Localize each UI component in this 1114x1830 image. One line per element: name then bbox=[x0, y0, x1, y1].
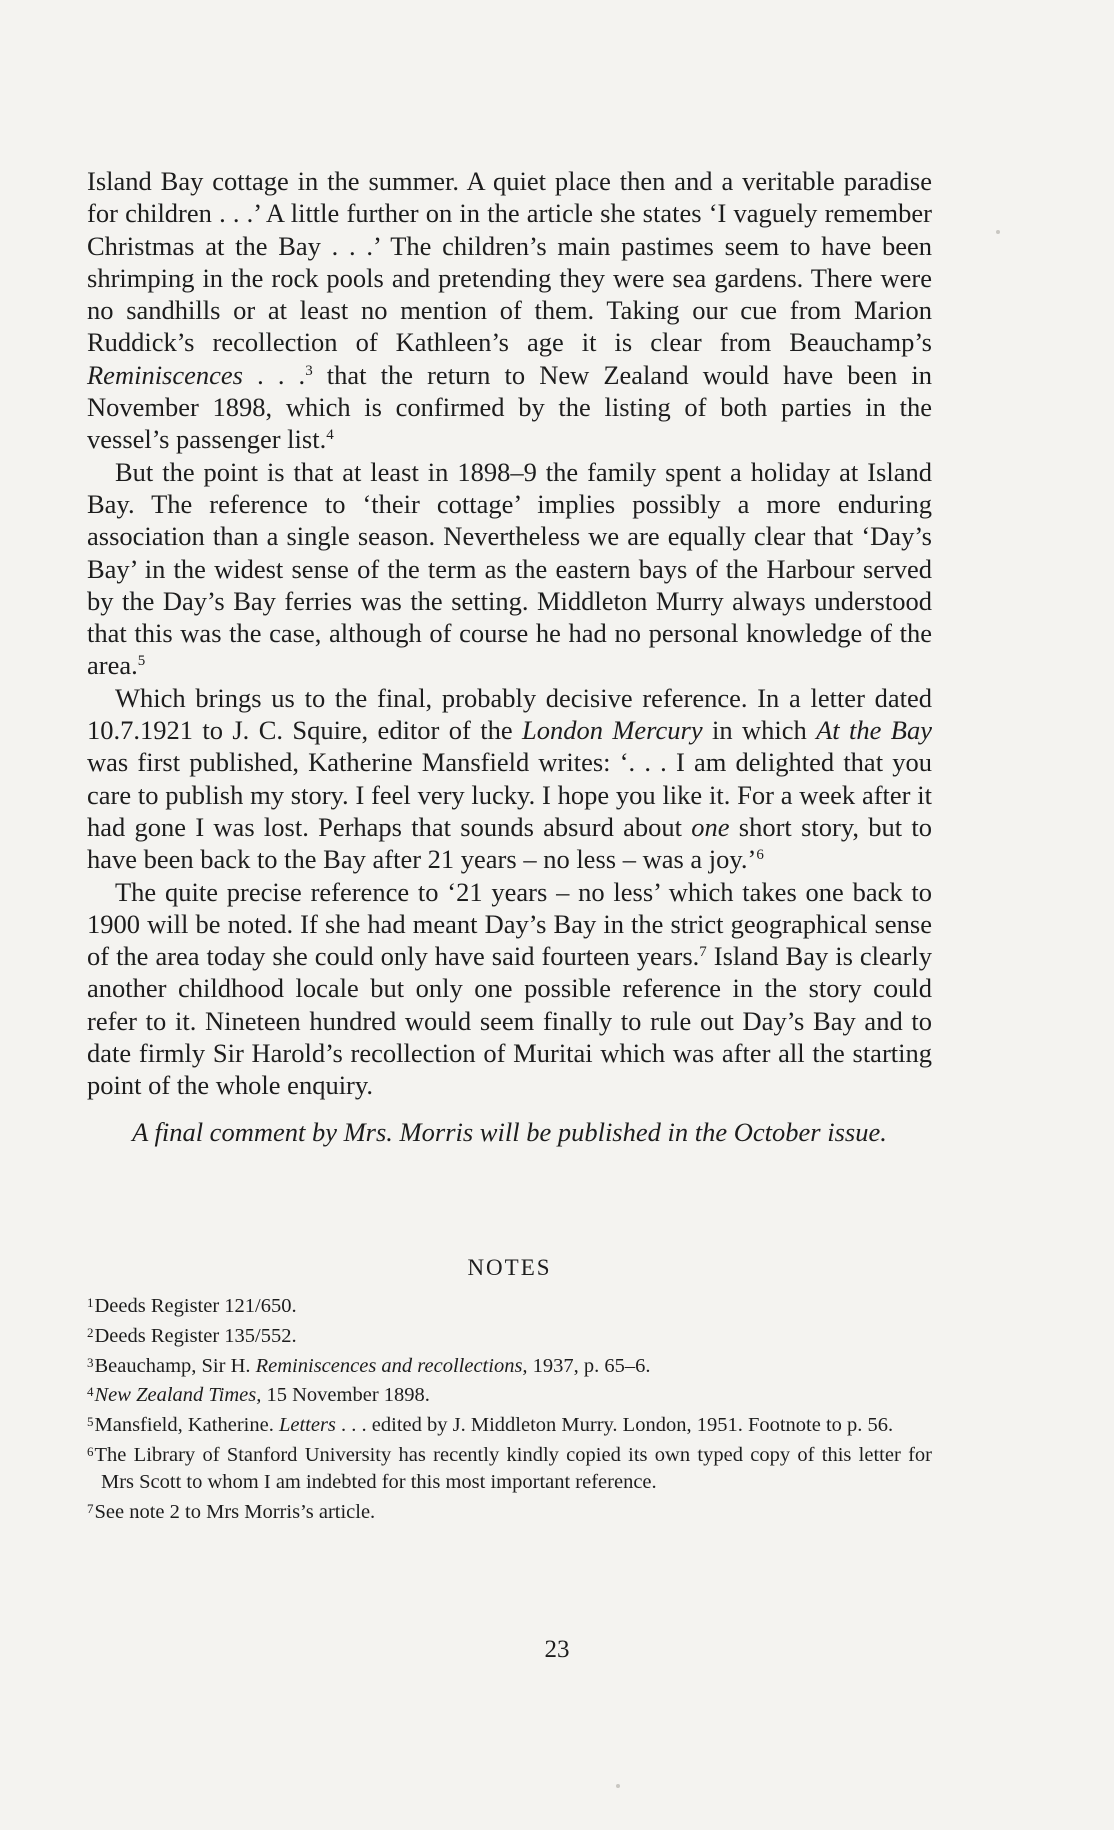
paragraph-4: The quite precise reference to ‘21 years – no less’ which takes one back to 1900 will be noted. If she had meant Day’s Bay in the strict geographical sense of the area today she could only have said fourteen years.$^7$ Island Bay is clearly another childhood locale but only one possible reference in the story could refer to it. Nineteen hundred would seem finally to rule out Day’s Bay and to date firmly Sir Harold’s recollection of Muritai which was after all the starting point of the whole enquiry. bbox=[87, 876, 932, 1101]
note-item-3: $^3$Beauchamp, Sir H. Reminiscences and recollections, 1937, p. 65–6. bbox=[87, 1354, 651, 1377]
speck-mark bbox=[616, 1784, 620, 1788]
italic-title: At the Bay bbox=[816, 715, 932, 746]
note-item-1: $^1$Deeds Register 121/650. bbox=[87, 1295, 297, 1317]
footnote-ref-4: 4 bbox=[326, 427, 334, 444]
note-item-2: $^2$Deeds Register 135/552. bbox=[87, 1324, 297, 1347]
page-number: 23 bbox=[544, 1636, 570, 1663]
footnote-ref-5: 5 bbox=[137, 653, 146, 670]
notes-heading: NOTES bbox=[467, 1255, 552, 1280]
footnote-ref-6: 6 bbox=[756, 847, 764, 864]
italic-title: Reminiscences bbox=[87, 359, 243, 390]
footnote-ref-3: 3 bbox=[305, 362, 313, 379]
paragraph-1: Island Bay cottage in the summer. A quiet place then and a veritable paradise for children . . .’ A little further on in the article she states ‘I vaguely remember Christmas at the Bay . . .’ The children’s main pastimes seem to have been shrimping in the rock pools and pretending they were sea gardens. There were no sandhills or at least no mention of them. Taking our cue from Marion Ruddick’s recollection of Kathleen’s age it is clear from Beauchamp’s Reminiscences . . .$^3$ that the return to New Zealand would have been in November 1898, which is confirmed by the listing of both parties in the vessel’s passenger list.$^4$ bbox=[87, 166, 933, 455]
note-item-4: $^4$New Zealand Times, 15 November 1898. bbox=[87, 1384, 430, 1407]
italic-title: London Mercury bbox=[521, 715, 703, 746]
note-item-6: $^6$The Library of Stanford University has recently kindly copied its own typed copy of this letter for Mrs Scott to whom I am indebted for this most important reference. bbox=[87, 1443, 932, 1493]
paragraph-2: But the point is that at least in 1898–9 the family spent a holiday at Island Bay. The reference to ‘their cottage’ implies possibly a more enduring association than a single season. Nevertheless we are equally clear that ‘Day’s Bay’ in the widest sense of the term as the eastern bays of the Harbour served by the Day’s Bay ferries was the setting. Middleton Murry always understood that this was the case, although of course he had no personal knowledge of the area.$^5$ bbox=[87, 456, 932, 681]
footnote-ref-7: 7 bbox=[699, 944, 707, 961]
notes-section bbox=[87, 1253, 932, 1525]
notes-list bbox=[87, 1290, 932, 1525]
italic-emphasis: one bbox=[691, 811, 730, 842]
note-item-5: $^5$Mansfield, Katherine. Letters . . . edited by J. Middleton Murry. London, 1951. Footnote to p. 56. bbox=[87, 1414, 894, 1437]
final-comment-note: A final comment by Mrs. Morris will be published in the October issue. bbox=[132, 1116, 887, 1147]
speck-mark bbox=[996, 230, 1000, 234]
paragraph-3: Which brings us to the final, probably decisive reference. In a letter dated 10.7.1921 to J. C. Squire, editor of the London Mercury in which At the Bay was first published, Katherine Mansfield writes: ‘. . . I am delighted that you care to publish my story. I feel very lucky. I hope you like it. For a week after it had gone I was lost. Perhaps that sounds absurd about one short story, but to have been back to the Bay after 21 years – no less – was a joy.’$^6$ bbox=[87, 682, 932, 875]
note-item-7: $^7$See note 2 to Mrs Morris’s article. bbox=[87, 1500, 376, 1523]
article-body bbox=[87, 165, 932, 1148]
